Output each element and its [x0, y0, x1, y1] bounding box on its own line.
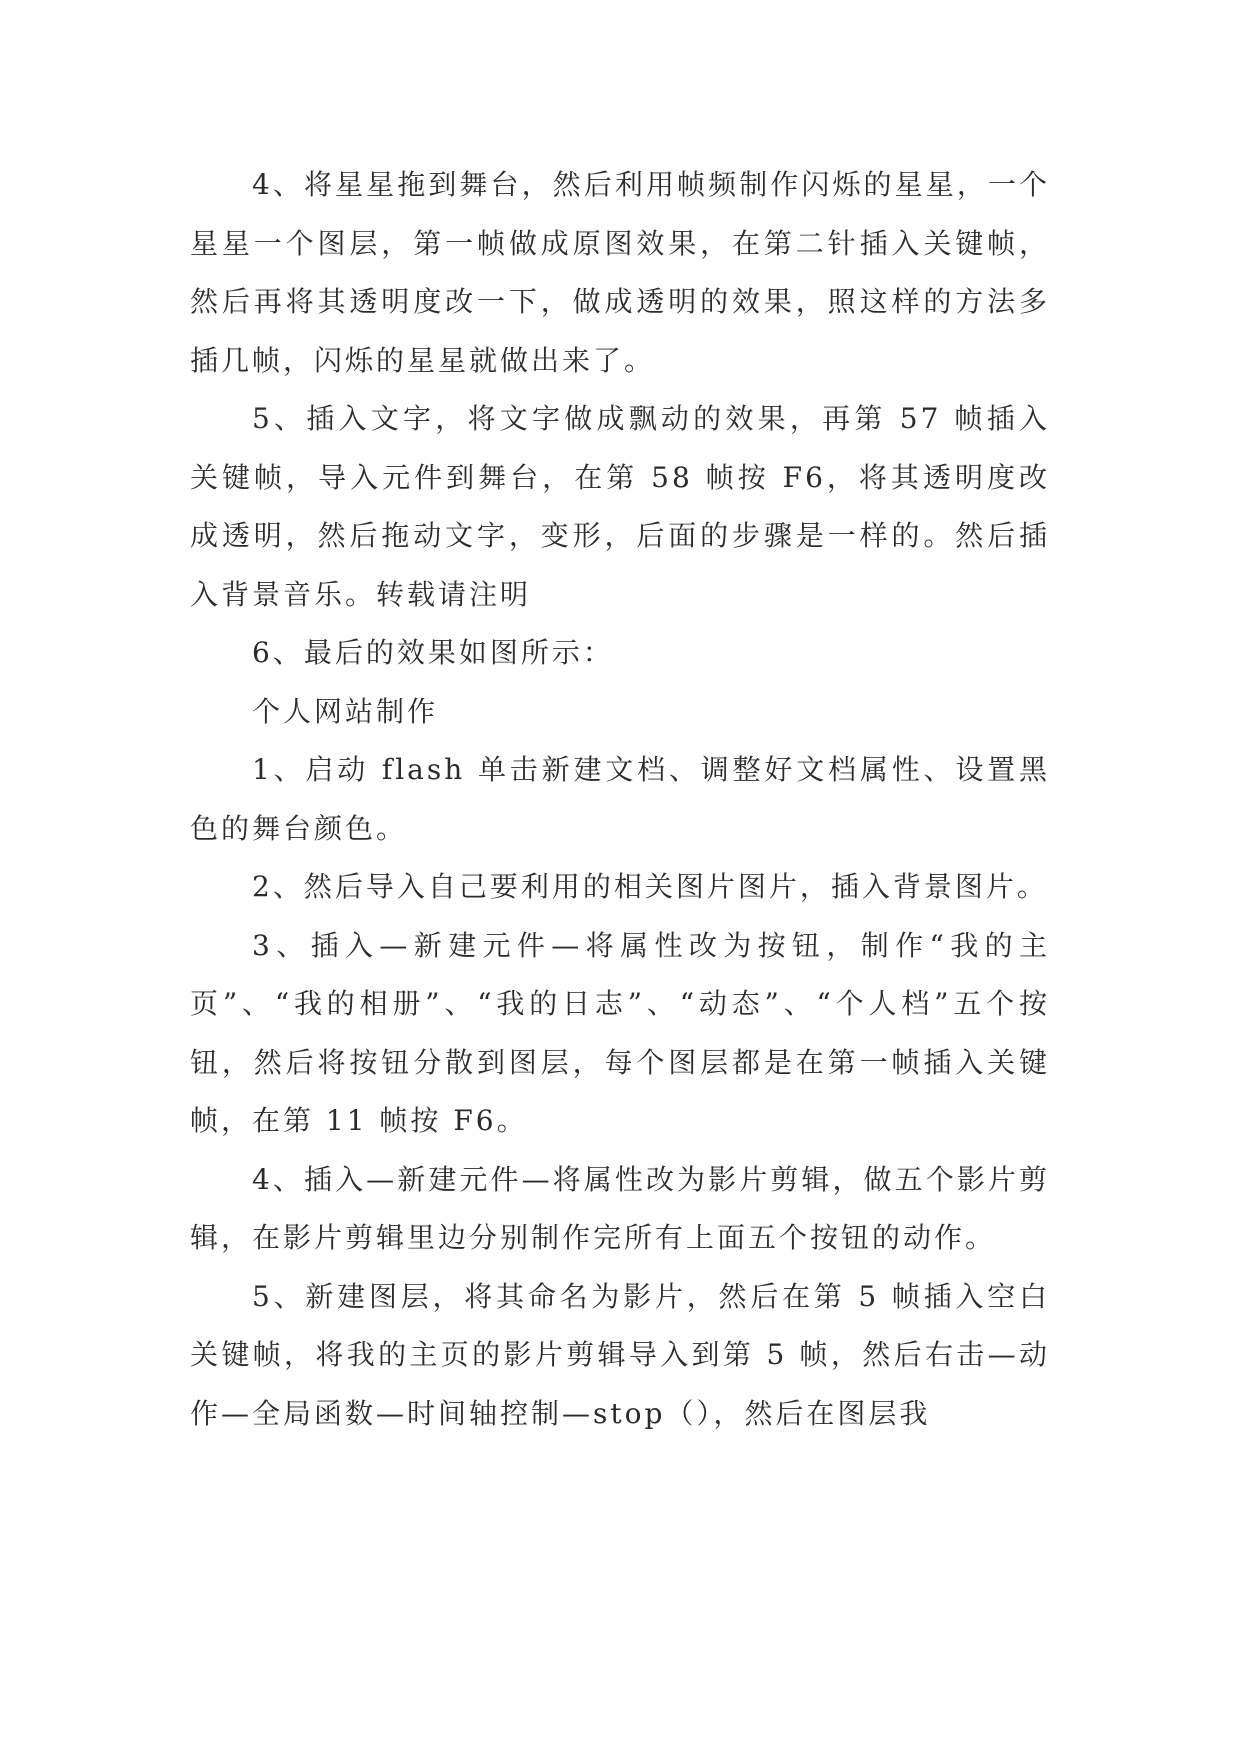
paragraph-site-step-3: 3、插入—新建元件—将属性改为按钮，制作“我的主页”、“我的相册”、“我的日志”、“动态”、“个人档”五个按钮，然后将按钮分散到图层，每个图层都是在第一帧插入关键帧，在第 11 帧按 F6。 — [190, 928, 1050, 1137]
section-heading-personal-site: 个人网站制作 — [252, 694, 439, 728]
paragraph-site-step-2: 2、然后导入自己要利用的相关图片图片，插入背景图片。 — [252, 870, 1048, 903]
paragraph-site-step-5: 5、新建图层，将其命名为影片，然后在第 5 帧插入空白关键帧，将我的主页的影片剪辑导入到第 5 帧，然后右击—动作—全局函数—时间轴控制—stop（），然后在图层我 — [190, 1279, 1050, 1430]
paragraph-step-5-text: 5、插入文字，将文字做成飘动的效果，再第 57 帧插入关键帧，导入元件到舞台，在第 58 帧按 F6，将其透明度改成透明，然后拖动文字，变形，后面的步骤是一样的。然后插入背景音乐。转载请注明 — [190, 402, 1050, 611]
document-body — [190, 156, 1050, 1443]
paragraph-step-6-result: 6、最后的效果如图所示： — [252, 636, 614, 669]
paragraph-site-step-4: 4、插入—新建元件—将属性改为影片剪辑，做五个影片剪辑，在影片剪辑里边分别制作完所有上面五个按钮的动作。 — [190, 1162, 1050, 1254]
paragraph-step-4-stars: 4、将星星拖到舞台，然后利用帧频制作闪烁的星星，一个星星一个图层，第一帧做成原图效果，在第二针插入关键帧，然后再将其透明度改一下，做成透明的效果，照这样的方法多插几帧，闪烁的星星就做出来了。 — [190, 168, 1050, 377]
paragraph-site-step-1: 1、启动 flash 单击新建文档、调整好文档属性、设置黑色的舞台颜色。 — [190, 753, 1050, 845]
